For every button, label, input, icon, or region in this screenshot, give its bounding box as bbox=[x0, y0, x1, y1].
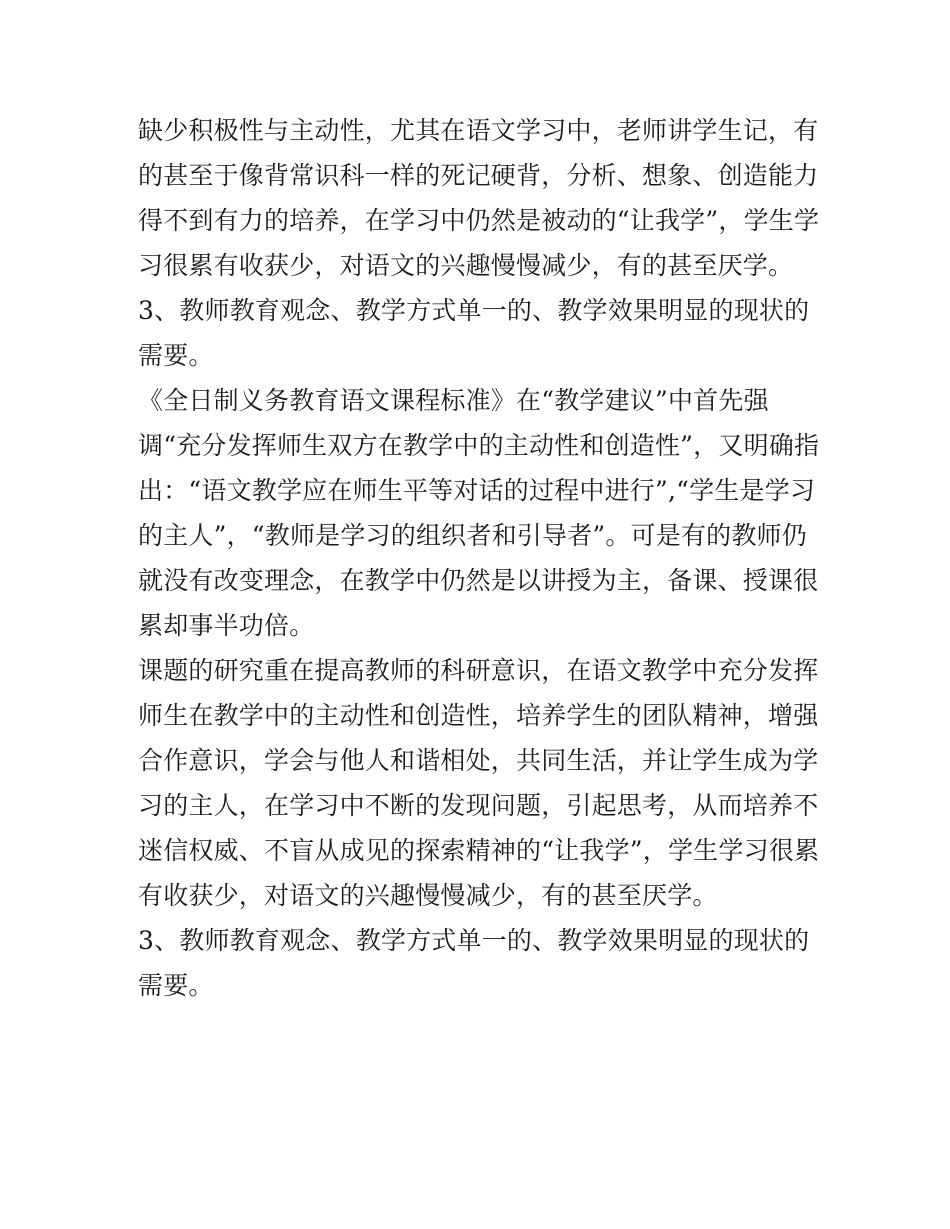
text-line: 《全日制义务教育语文课程标准》在“教学建议”中首先强 bbox=[138, 386, 769, 415]
text-line: 就没有改变理念，在教学中仍然是以讲授为主，备课、授课很 bbox=[138, 566, 819, 595]
text-line: 的主人”，“教师是学习的组织者和引导者”。可是有的教师仍 bbox=[138, 521, 807, 550]
section-heading-line: 需要。 bbox=[138, 341, 214, 370]
section-heading-line: 3、教师教育观念、教学方式单一的、教学效果明显的现状的 bbox=[138, 926, 810, 955]
text-line: 习的主人，在学习中不断的发现问题，引起思考，从而培养不 bbox=[138, 791, 819, 820]
text-line: 迷信权威、不盲从成见的探索精神的“让我学”，学生学习很累 bbox=[138, 836, 820, 865]
text-line: 师生在教学中的主动性和创造性，培养学生的团队精神，增强 bbox=[138, 701, 819, 730]
text-line: 合作意识，学会与他人和谐相处，共同生活，并让学生成为学 bbox=[138, 746, 819, 775]
text-line: 习很累有收获少，对语文的兴趣慢慢减少，有的甚至厌学。 bbox=[138, 251, 794, 280]
text-line: 课题的研究重在提高教师的科研意识，在语文教学中充分发挥 bbox=[138, 656, 819, 685]
section-heading-line: 3、教师教育观念、教学方式单一的、教学效果明显的现状的 bbox=[138, 296, 810, 325]
text-line: 有收获少，对语文的兴趣慢慢减少，有的甚至厌学。 bbox=[138, 881, 718, 910]
text-line: 累却事半功倍。 bbox=[138, 611, 315, 640]
text-line: 缺少积极性与主动性，尤其在语文学习中，老师讲学生记，有 bbox=[138, 116, 819, 145]
text-line: 出：“语文教学应在师生平等对话的过程中进行”,“学生是学习 bbox=[138, 476, 816, 505]
document-body bbox=[138, 108, 818, 1008]
text-line: 调“充分发挥师生双方在教学中的主动性和创造性”，又明确指 bbox=[138, 431, 820, 460]
text-line: 的甚至于像背常识科一样的死记硬背，分析、想象、创造能力 bbox=[138, 161, 819, 190]
text-line: 得不到有力的培养，在学习中仍然是被动的“让我学”，学生学 bbox=[138, 206, 820, 235]
section-heading-line: 需要。 bbox=[138, 971, 214, 1000]
